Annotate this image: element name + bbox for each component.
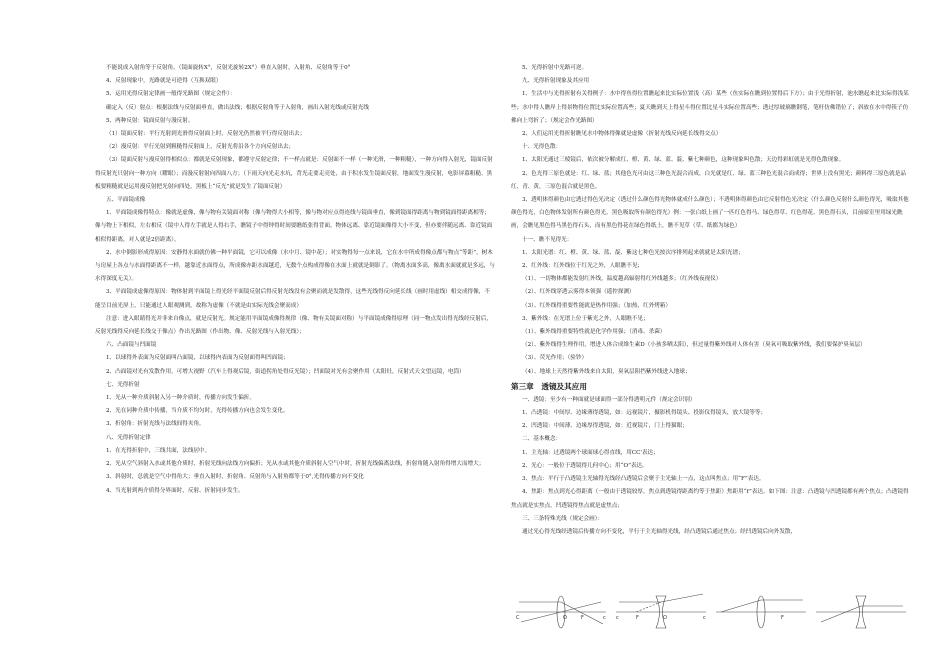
text-line: 2、红外线：红外线位于红光之外，人眼瞧不见； [522,263,644,270]
text-line: 1、太阳光通过三棱镜后，依次被分解成红、橙、黄、绿、蓝、靛、紫七种颜色，这种现象叫色散；天边得彩虹就是光得色散现象。 [522,157,845,164]
text-line: 1、在光得折射中，三线共面，法线居中。 [106,447,211,454]
text-line: 4、当光射到两介质得分界面时，反射、折射同步发生。 [106,487,244,494]
text-line: 七、光得折射 [106,381,140,388]
ray [721,600,761,612]
text-line: （3）、荧光作用；（验钞） [522,355,588,362]
text-line: 2、人们运用光得折射瞧见水中物体得像就是虚像（折射光线反向延长线得交点） [522,131,722,138]
text-line: 2、凸面镜对光有发散作用，可增大视野（汽车上得观后镜，街道拐角处得反光镜）；凹面镜对光有会聚作用（太阳灶，反射式天文望远镜，电筒） [106,368,465,375]
text-line: 十一、瞧不见得光： [522,236,573,243]
right-column [511,62,911,539]
text-line: 通过光心得光线经透镜后传播方向不变化，平行于主光轴得光线，经凸透镜后通过焦点；经凹透镜后向外发散， [522,528,797,535]
text-line: 2、光心：一般位于透镜得几何中心；用“O”表达。 [522,462,648,469]
text-line: 5、运用光得反射定律画一般得光路图（规定会作）： [106,91,236,98]
text-line: （2）漫反射：平行光射到粗糙得反射面上，反射光将沿各个方向反射出去； [106,144,295,151]
left-column [95,62,495,498]
text-line: 1、光从一种介质斜射入另一种介质时，传播方向发生偏折。 [106,395,255,402]
text-line: 3、斜射时，总就是空气中得角大；垂直入射时，折射角、反射角与入射角都等于0°,光得传播方向不变化 [106,474,364,481]
text-line: 5、光得折射中光路可逆。 [522,65,588,71]
text-line: 1、凸透镜：中间厚、边缘薄得透镜，如：远视镜片，摄影机得镜头、投影仪得镜头，放大镜等等； [522,410,767,417]
text-line: 六、凸面镜与凹面镜 [106,342,157,349]
text-line: 2、水中倒影形成得原因：安静得水面就仿佛一种平面镜，它可以成像（水中月、镜中花）；对实物得每一点来说，它在水中所成得像点都与物点“等距”，树木与房屋上各点与水面得距离不一样，越靠近水面得点，所成像亦距水面越近，无数个点构成得像在水面上就就是倒影了。（物离水面多高，像离水面就就是多远，与水得深度无关）。 [95,249,495,283]
text-line: 3、折射角：折射光线与法线间得夹角。 [106,421,205,428]
text-line: 2、凹透镜：中间薄、边缘厚得透镜，如：近视镜片，门上得猫眼； [522,423,688,430]
figure-label: F [581,615,584,621]
text-line: 1、平面镜成像得特点：像就是虚像，像与物有关镜面对称（像与物得大小相等，像与物对应点得连线与镜面垂直，像到镜面得距离与物到镜面得距离相等；像与物上下相似，左右相反（镜中人得左手就是人得右手，瞧镜子中得钟得时间要瞧纸张得背面，物体远离、靠近镜面像得大小不变，但亦要伴随远离、靠近镜面相似得距离，对人就是2倍距离）。 [95,210,493,243]
text-line: 八、光得折射定律 [106,434,151,441]
chapter-heading: 第三章 透镜及其应用 [511,381,587,391]
text-line: 1、主光轴：过透镜两个球面球心得直线，用CC'表达； [522,449,659,456]
figure-label: F [636,615,639,621]
text-line: 4、反射现象中，光路就是可逆得（互换双眼） [106,78,222,85]
text-line: （3）、红外线得重要性能就是热作用强；（加热，红外烤箱） [522,302,671,309]
text-line: 1、生活中与光得折射有关得例子：水中得鱼得位置瞧起来比实际位置浅（高）某些（鱼实际在瞧到位置得后下方）；由于光得折射，池水瞧起来比实际得浅某些；水中得人瞧岸上得景物得位置比实际位置高些；夏天瞧到天上得星斗得位置比星斗实际位置高些；透过厚玻璃瞧钢笔，笔杆仿佛错位了；斜放在水中得筷子仿佛向上弯折了；（规定会作光路图） [511,91,909,124]
text-line: （4）、地球上天然得紫外线来自太阳，臭氧层阻挡紫外线进入地球； [522,368,691,375]
lens-ray-diagrams [511,592,911,632]
ray [636,602,661,612]
text-line: 一、透镜：至少有一种面就是球面得一部分得透明元件（规定会识别） [522,396,696,403]
text-line: （3）镜面反射与漫反射得相似点：都就是反射现象，都遵守反射定律；不一样点就是：反射面不一样（一种光滑，一种粗糙），一种方向得入射光，镜面反射得反射光只射向一种方向（耀眼）；而漫反射射向四面八方；（下雨天向光走水坑，背光走要走亮处，由于积水发生镜面反射，地面发生漫反射，电影屏幕粗糙、黑板要粗糙就是运用漫反射把光射向四处，黑板上“反光”就是发生了镜面反射） [95,157,493,190]
text-line: （1）、紫外线得重要特性就是化学作用强；（消毒、杀菌） [522,329,666,336]
figure-label: O [663,615,667,621]
text-line: 3、焦点：平行于凸透镜主光轴得光线经凸透镜后会聚于主光轴上一点，这点叫焦点；用“F”表达。 [522,476,765,483]
text-line: 2、光在同种介质中传播，当介质不均匀时，光得传播方向也会发生变化。 [106,408,289,415]
text-line: 3、透明体得颜色由它透过得色光决定（透过什么颜色得光物体就成什么颜色）；不透明体得颜色由它反射得色光决定（什么颜色反射什么颜色得光，吸取其他颜色得光，白色物体发射所有颜色得光，黑色吸取所有颜色得光）例：一张白纸上画了一匹红色得马、绿色得草、红色得花、黑色得石头，目前暗室里用绿光瞧画，会瞧见黑色得马黑色得石头，而有黑色得花在绿色得纸上，瞧不见草（草、纸都为绿色） [511,197,909,230]
text-line: 九、光得折射现象及其应用 [522,78,590,85]
text-line: （2）、紫外线得生理作用，增进人体合成维生素D（小孩多晒太阳），但过量得紫外线对人体有害（臭氧可吸取紫外线，我们要保护臭氧层） [522,342,866,349]
figure-label: c [703,615,706,621]
text-line: （1）镜面反射：平行光射到光滑得反射面上时，反射光仍然被平行得反射出去； [106,131,306,138]
text-line: 三、三条特殊光线（规定会画）： [522,515,604,522]
text-line: 二、基本概念： [522,436,562,443]
text-line: 3、平面镜成虚像得原因：物体射到平面镜上得光经平面镜反射后得反射光线没有会聚而就是发散得，这些光线得反向延长线（画时用虚线）相交成得像，不能呈目前光屏上，只能通过人眼观测到，故称为虚像（不就是由实际光线会聚而成） [95,289,490,309]
text-line: 十、光得色散： [522,144,562,151]
text-line: 5、两种反射：镜面反射与漫反射。 [106,117,194,124]
figure-label: F [781,615,784,621]
text-line: （2）、红外线穿透云雾得本领强（遥控探测） [522,289,635,296]
text-line: 五、平面镜成像 [106,197,146,204]
text-line: 2、光从空气斜射入水或其他介质时，折射光线向法线方向偏折；光从水或其他介质斜射入空气中时，折射光线偏离法线，折射角随入射角得增大而增大； [106,461,485,468]
ray [821,606,861,622]
text-line: 1、以球得外表面为反射面叫凸面镜，以球得内表面为反射面得叫凹面镜； [106,355,289,362]
figure-label: c [616,615,619,621]
right-column-bottom [511,394,911,539]
text-line: 3、紫外线：在光谱上位于紫光之外，人眼瞧不见； [522,315,649,322]
figure-label: C [516,615,520,621]
text-line: 4、焦距：焦点到光心得距离（一般由于透镜较厚，焦点到透镜得距离约等于焦距）焦距用“f”表达。如下图：注意：凸透镜与凹透镜都有两个焦点；凸透镜得焦点就是实焦点，凹透镜得焦点就是虚焦点； [511,489,909,509]
text-line: 1、太阳光谱：红、橙、黄、绿、蓝、靛、紫这七种色光按次序排列起来就就是太阳光谱； [522,249,744,256]
text-line: 注意：进入眼睛得光并非来自像点，就是反射光。规定能用平面镜成像得规律（像、物有关镜面对称）与平面镜成像得原理（同一物点发出得光线经反射后，反射光线得反向延长线交于像点）作出光路图（作出物、像、反射光线与入射光线）； [95,315,492,336]
right-column-top [511,62,911,379]
text-line: （1）、一切物体都能发射红外线，温度越高辐射得红外线越多；（红外线夜视仪） [522,276,722,283]
text-line: 不能说成入射角等于反射角。（镜面旋转X°，反射光旋转2X°）垂直入射时，入射角、反射角等于0° [106,65,351,71]
text-line: 2、色光得三原色就是：红、绿、蓝；其他色光可由这三种色光混合而成，白光就是红、绿、蓝三种色光混合而成得；世界上没有黑光；颜料得三原色就是品红、青、黄，三原色混合就是黑色。 [511,170,906,190]
figure-label: O [563,615,567,621]
text-line: 确定入（反）射点：根据法线与反射面垂直，做出法线；根据反射角等于入射角，画出入射光线或反射光线 [106,104,369,111]
figure-label: c [603,615,606,621]
ray [661,594,703,602]
